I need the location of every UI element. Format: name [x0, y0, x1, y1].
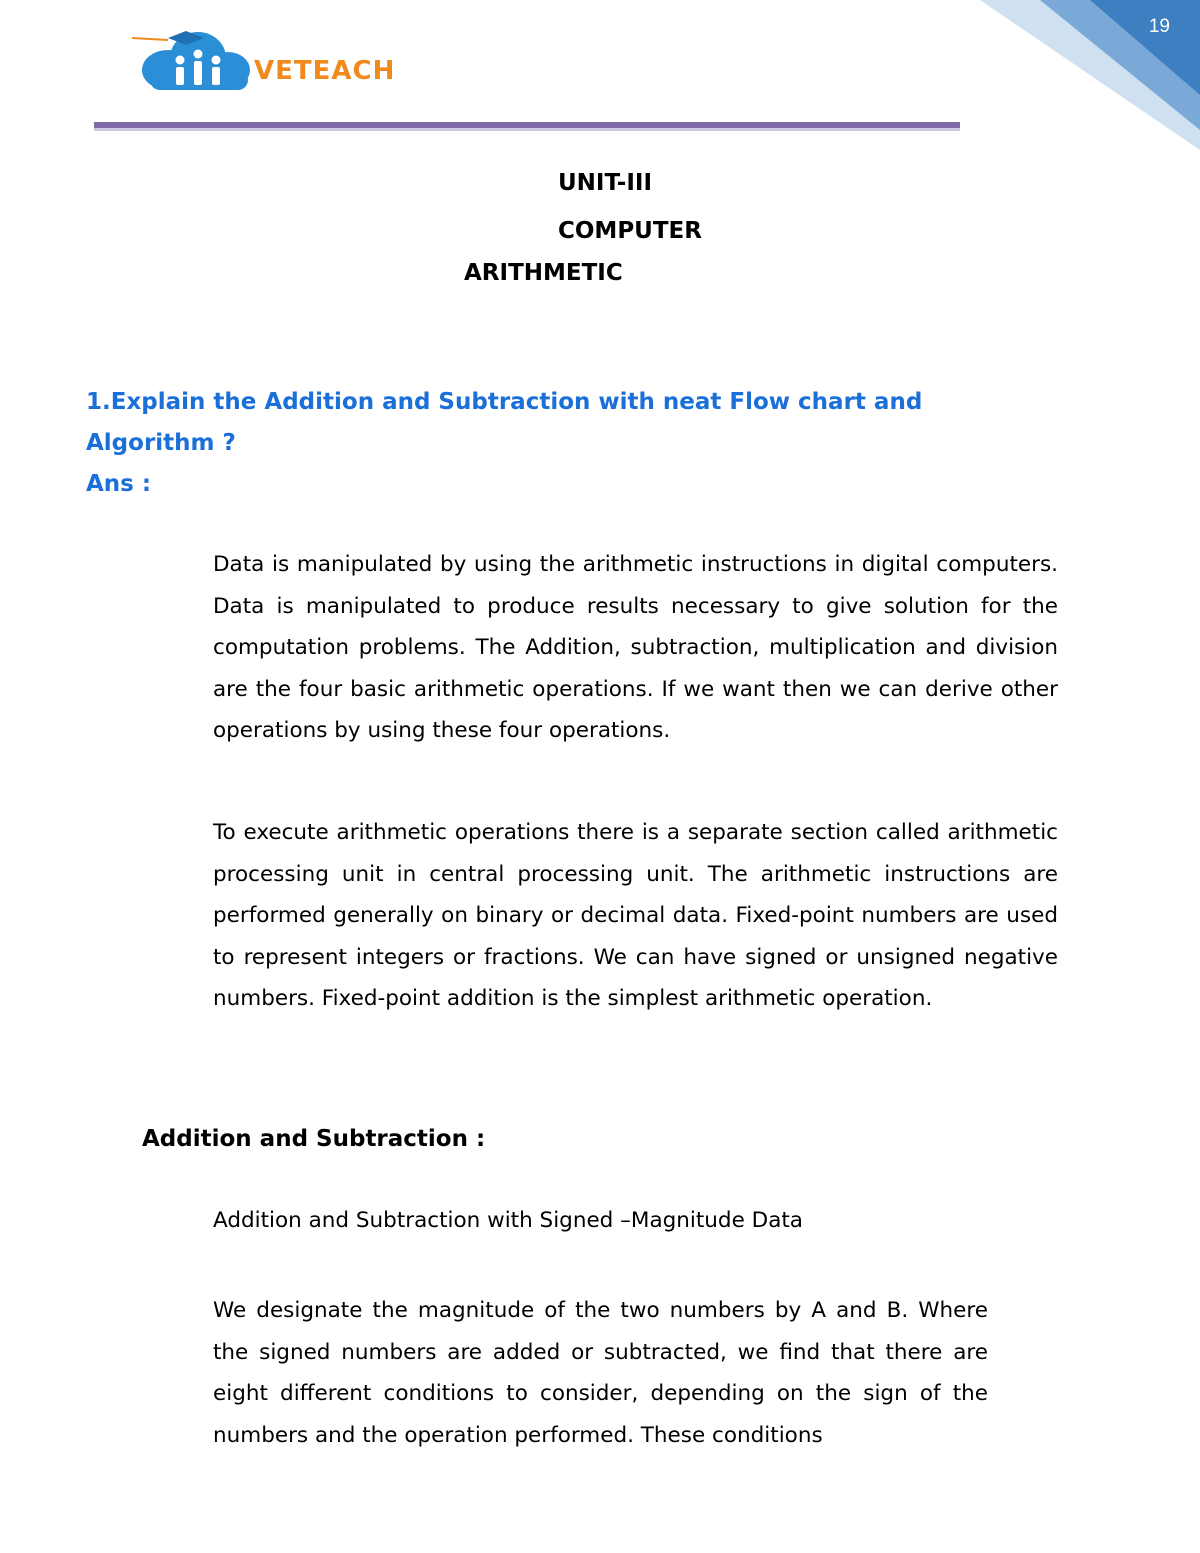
question-line1: 1.Explain the Addition and Subtraction with neat Flow chart and [86, 389, 923, 415]
section-heading: Addition and Subtraction : [142, 1126, 486, 1152]
sub-heading: Addition and Subtraction with Signed –Magnitude Data [213, 1208, 803, 1233]
page-number: 19 [1148, 16, 1170, 37]
chapter-title-line1: COMPUTER [558, 218, 702, 244]
paragraph-processing-unit: To execute arithmetic operations there is a separate section called arithmetic processing unit in central processing unit. The arithmetic instructions are performed generally on binary or decimal data. Fixed-point numbers are used to represent integers or fractions. We can have signed or unsigned negative numbers. Fixed-point addition is the simplest arithmetic operation. [213, 820, 1058, 1011]
question [86, 382, 1086, 505]
question-line2: Algorithm ? [86, 430, 236, 456]
chapter-title-line2: ARITHMETIC [464, 260, 623, 286]
header-rule [94, 122, 960, 131]
unit-title: UNIT-III [558, 170, 653, 196]
answer-label: Ans : [86, 471, 152, 497]
paragraph-conditions: We designate the magnitude of the two numbers by A and B. Where the signed numbers are added or subtracted, we find that there are eight different conditions to consider, depending on the sign of the numbers and the operation performed. These conditions [213, 1298, 988, 1448]
paragraph-intro: Data is manipulated by using the arithmetic instructions in digital computers. Data is manipulated to produce results necessary to give solution for the computation problems. The Addition, subtraction, multiplication and division are the four basic arithmetic operations. If we want then we can derive other operations by using these four operations. [213, 552, 1058, 743]
logo-text: VETEACH [254, 56, 396, 86]
